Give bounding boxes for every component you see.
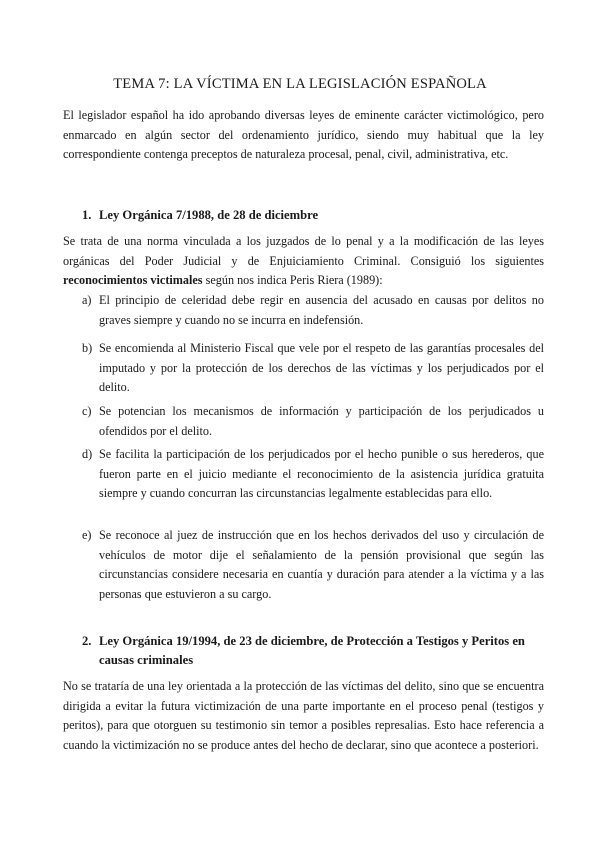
list-item	[82, 402, 544, 441]
list-item-text: Se facilita la participación de los perjudicados por el hecho punible o sus herederos, que fueron parte en el juicio mediante el reconocimiento de la asistencia jurídica gratuita siempre y cuando concurran las circunstancias legalmente establecidas para ello.	[99, 447, 544, 500]
list-item-text: El principio de celeridad debe regir en ausencia del acusado en causas por delitos no graves siempre y cuando no se incurra en indefensión.	[99, 293, 544, 327]
page-title: TEMA 7: LA VÍCTIMA EN LA LEGISLACIÓN ESPAÑOLA	[113, 76, 487, 92]
list-item	[82, 445, 544, 504]
list-item-text: Se reconoce al juez de instrucción que en los hechos derivados del uso y circulación de vehículos de motor dije el señalamiento de la pensión provisional que según las circunstancias considere necesaria en cuantía y duración para atender a la víctima y a las personas que estuvieron a su cargo.	[99, 528, 544, 601]
list-marker: c)	[82, 404, 92, 418]
section-2-paragraph: No se trataría de una ley orientada a la protección de las víctimas del delito, sino que se encuentra dirigida a evitar la futura victimización de una parte importante en el proceso penal (testigos y peritos), para que otorguen su testimonio sin temor a posibles represalias. Esto hace referencia a cuando la victimización no se produce antes del hecho de declarar, sino que acontece a posteriori.	[63, 679, 544, 752]
list-item	[82, 526, 544, 604]
list-item-text: Se potencian los mecanismos de información y participación de los perjudicados u ofendidos por el delito.	[99, 404, 544, 438]
section-2-heading	[82, 632, 544, 670]
list-item	[82, 339, 544, 398]
section-1-heading	[82, 206, 544, 225]
section-1-text-after: según nos indica Peris Riera (1989):	[202, 273, 383, 287]
list-marker: a)	[82, 293, 92, 307]
section-1-paragraph	[63, 232, 544, 291]
list-item-text: Se encomienda al Ministerio Fiscal que vele por el respeto de las garantías procesales del imputado y por la protección de los derechos de las víctimas y los perjudicados por el delito.	[99, 341, 544, 394]
list-marker: d)	[82, 447, 93, 461]
list-item	[82, 291, 544, 330]
section-1-title: Ley Orgánica 7/1988, de 28 de diciembre	[99, 208, 319, 222]
section-2-title: Ley Orgánica 19/1994, de 23 de diciembre, de Protección a Testigos y Peritos en causas criminales	[99, 634, 525, 667]
section-1-number: 1.	[82, 208, 92, 222]
list-marker: e)	[82, 528, 92, 542]
intro-paragraph: El legislador español ha ido aprobando diversas leyes de eminente carácter victimológico, pero enmarcado en algún sector del ordenamiento jurídico, siendo muy habitual que la ley correspondiente contenga preceptos de naturaleza procesal, penal, civil, administrativa, etc.	[63, 108, 544, 161]
list-marker: b)	[82, 341, 93, 355]
section-1-text-before: Se trata de una norma vinculada a los juzgados de lo penal y a la modificación de las leyes orgánicas del Poder Judicial y de Enjuiciamiento Criminal. Consiguió los siguientes	[63, 234, 544, 268]
section-2-number: 2.	[82, 634, 92, 648]
section-1-text-bold: reconocimientos victimales	[63, 273, 203, 287]
